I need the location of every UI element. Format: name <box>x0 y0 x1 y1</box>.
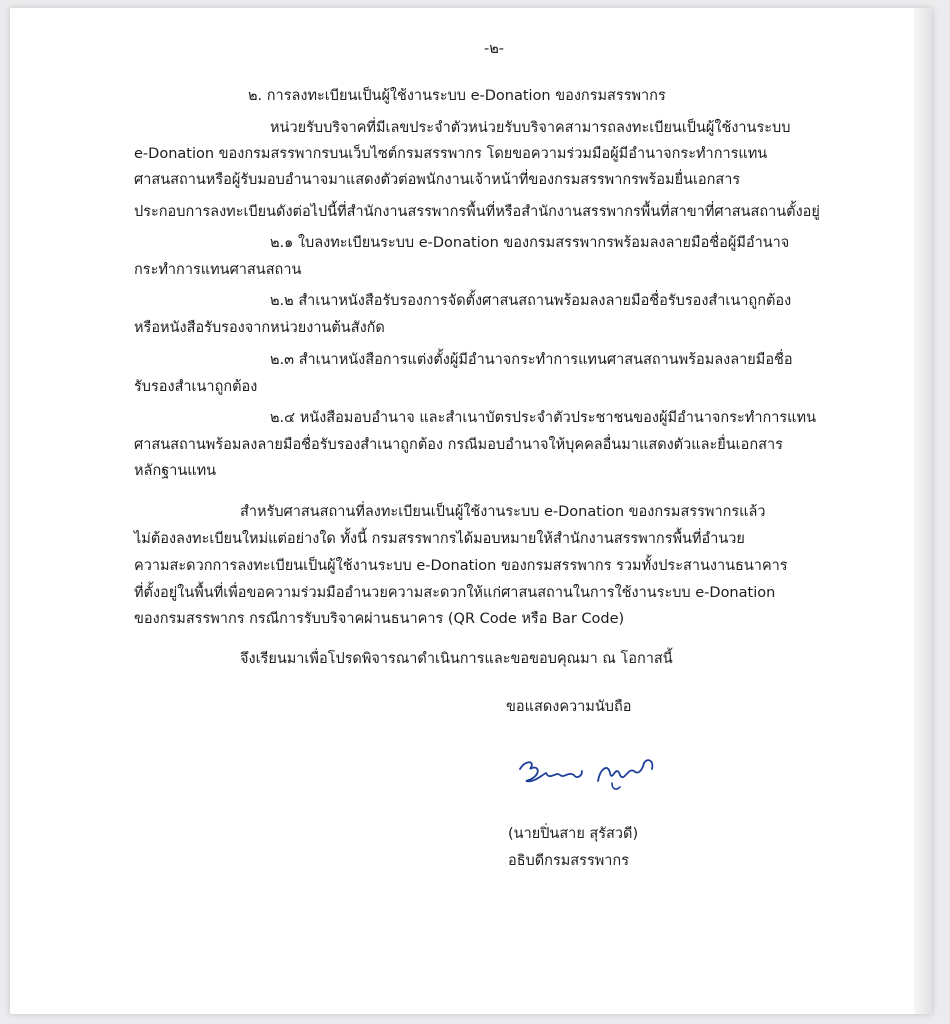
section-heading: ๒. การลงทะเบียนเป็นผู้ใช้งานระบบ e-Donation ของกรมสรรพากร <box>248 88 666 104</box>
item-2-1-line-2: กระทำการแทนศาสนสถาน <box>134 262 302 278</box>
item-2-3-line-1: ๒.๓ สำเนาหนังสือการแต่งตั้งผู้มีอำนาจกระทำการแทนศาสนสถานพร้อมลงลายมือชื่อ <box>270 352 793 368</box>
paragraph-1-line-3: ศาสนสถานหรือผู้รับมอบอำนาจมาแสดงตัวต่อพนักงานเจ้าหน้าที่ของกรมสรรพากรพร้อมยื่นเอกสาร <box>134 172 741 188</box>
paragraph-2-line-3: ความสะดวกการลงทะเบียนเป็นผู้ใช้งานระบบ e-Donation ของกรมสรรพากร รวมทั้งประสานงานธนาคาร <box>134 558 788 574</box>
paragraph-1-line-4: ประกอบการลงทะเบียนดังต่อไปนี้ที่สำนักงานสรรพากรพื้นที่หรือสำนักงานสรรพากรพื้นที่สาขาที่ศาสนสถานตั้งอยู่ <box>134 204 820 220</box>
closing-line: จึงเรียนมาเพื่อโปรดพิจารณาดำเนินการและขอขอบคุณมา ณ โอกาสนี้ <box>240 651 673 667</box>
item-2-2-line-2: หรือหนังสือรับรองจากหน่วยงานต้นสังกัด <box>134 320 385 336</box>
item-2-4-line-1: ๒.๔ หนังสือมอบอำนาจ และสำเนาบัตรประจำตัวประชาชนของผู้มีอำนาจกระทำการแทน <box>270 410 817 426</box>
document-page <box>10 8 932 1014</box>
paragraph-1-line-1: หน่วยรับบริจาคที่มีเลขประจำตัวหน่วยรับบริจาคสามารถลงทะเบียนเป็นผู้ใช้งานระบบ <box>270 120 791 136</box>
page-number: -๒- <box>484 41 505 57</box>
item-2-1-line-1: ๒.๑ ใบลงทะเบียนระบบ e-Donation ของกรมสรรพากรพร้อมลงลายมือชื่อผู้มีอำนาจ <box>270 235 790 251</box>
paragraph-2-line-2: ไม่ต้องลงทะเบียนใหม่แต่อย่างใด ทั้งนี้ กรมสรรพากรได้มอบหมายให้สำนักงานสรรพากรพื้นที่อำนวย <box>134 531 745 547</box>
item-2-3-line-2: รับรองสำเนาถูกต้อง <box>134 379 258 395</box>
item-2-2-line-1: ๒.๒ สำเนาหนังสือรับรองการจัดตั้งศาสนสถานพร้อมลงลายมือชื่อรับรองสำเนาถูกต้อง <box>270 293 792 309</box>
item-2-4-line-3: หลักฐานแทน <box>134 463 217 479</box>
paragraph-2-line-1: สำหรับศาสนสถานที่ลงทะเบียนเป็นผู้ใช้งานระบบ e-Donation ของกรมสรรพากรแล้ว <box>240 504 766 520</box>
signer-title: อธิบดีกรมสรรพากร <box>508 853 629 869</box>
item-2-4-line-2: ศาสนสถานพร้อมลงลายมือชื่อรับรองสำเนาถูกต้อง กรณีมอบอำนาจให้บุคคลอื่นมาแสดงตัวและยื่นเอกสาร <box>134 437 783 453</box>
regards-line: ขอแสดงความนับถือ <box>506 699 632 715</box>
signature-image <box>516 753 666 795</box>
paragraph-2-line-4: ที่ตั้งอยู่ในพื้นที่เพื่อขอความร่วมมืออำนวยความสะดวกให้แก่ศาสนสถานในการใช้งานระบบ e-Donation <box>134 585 776 601</box>
paragraph-2-line-5: ของกรมสรรพากร กรณีการรับบริจาคผ่านธนาคาร (QR Code หรือ Bar Code) <box>134 611 625 627</box>
signer-name: (นายปิ่นสาย สุรัสวดี) <box>508 826 639 842</box>
page-edge <box>914 8 932 1014</box>
paragraph-1-line-2: e-Donation ของกรมสรรพากรบนเว็บไซต์กรมสรรพากร โดยขอความร่วมมือผู้มีอำนาจกระทำการแทน <box>134 146 768 162</box>
